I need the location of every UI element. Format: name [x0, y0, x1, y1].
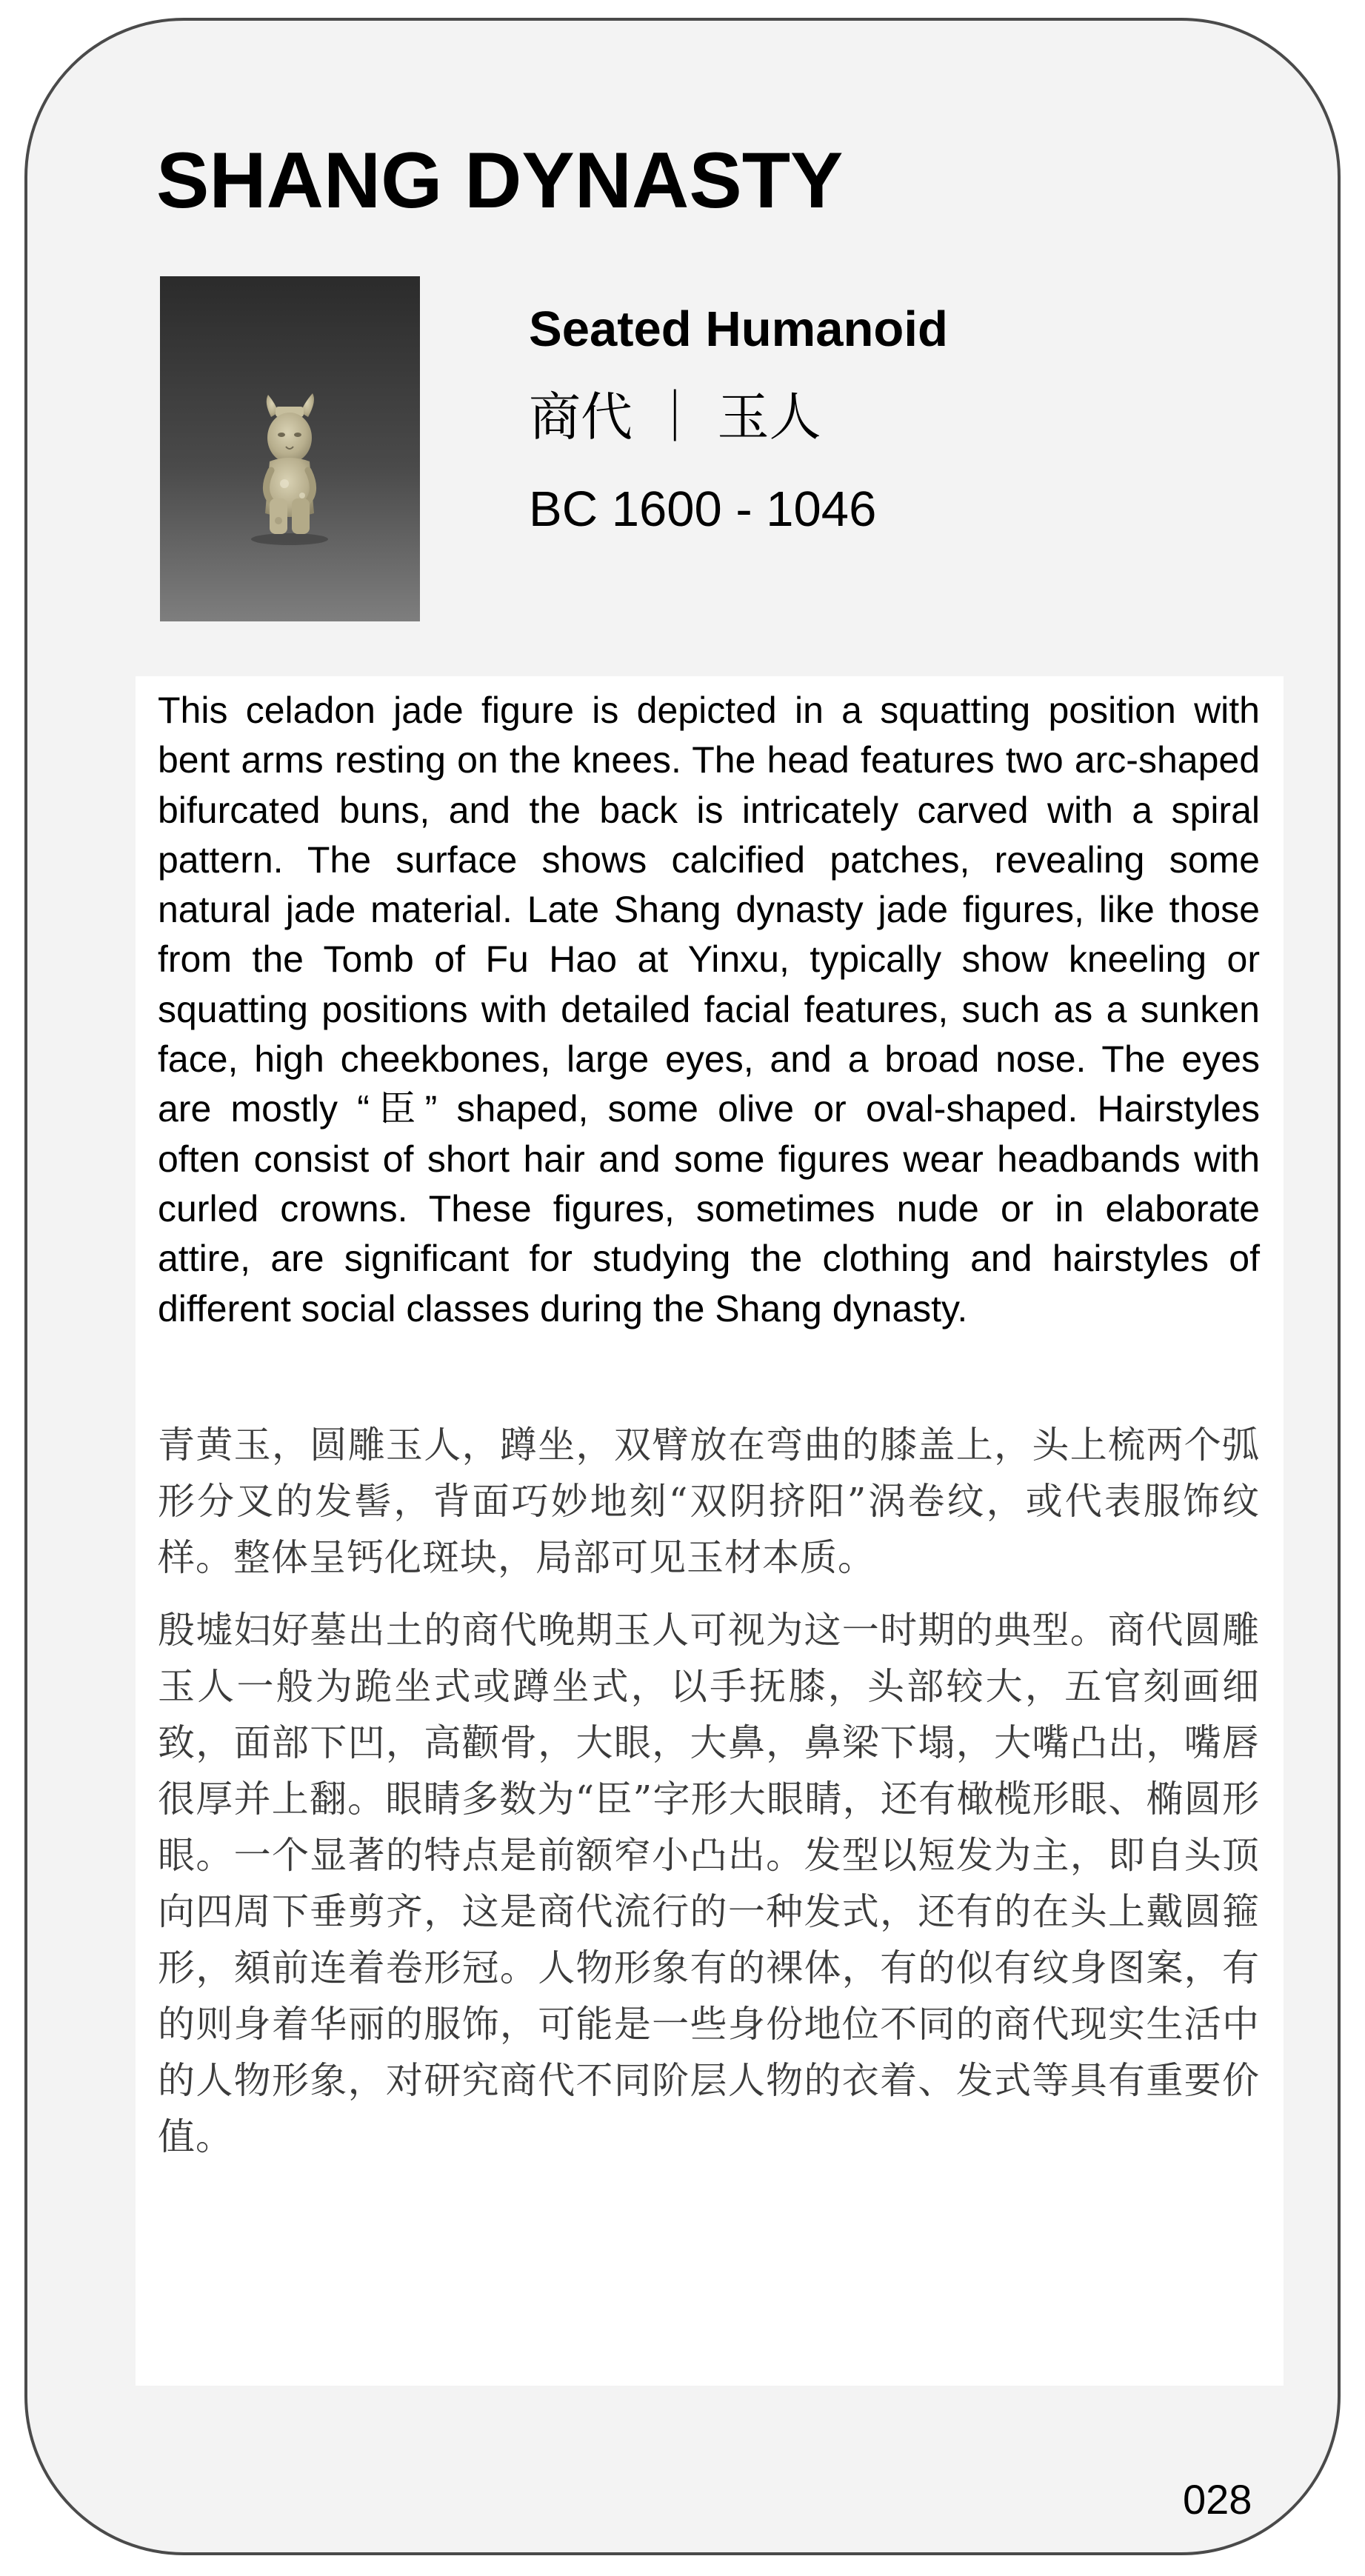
description-panel [136, 676, 1284, 2386]
artifact-chinese-label: 商代 ｜ 玉人 [529, 387, 821, 447]
artifact-name: Seated Humanoid [529, 301, 948, 357]
chinese-description-paragraph: 殷墟妇好墓出土的商代晚期玉人可视为这一时期的典型。商代圆雕玉人一般为跪坐式或蹲坐式，以手抚膝，头部较大，五官刻画细致，面部下凹，高颧骨，大眼，大鼻，鼻梁下塌，大嘴凸出，嘴唇很厚并上翻。眼睛多数为“臣”字形大眼睛，还有橄榄形眼、椭圆形眼。一个显著的特点是前额窄小凸出。发型以短发为主，即自头顶向四周下垂剪齐，这是商代流行的一种发式，还有的在头上戴圆箍形，頦前连着卷形冠。人物形象有的裸体，有的似有纹身图案，有的则身着华丽的服饰，可能是一些身份地位不同的商代现实生活中的人物形象，对研究商代不同阶层人物的衣着、发式等具有重要价值。 [158, 1609, 1260, 2158]
english-description: This celadon jade figure is depicted in a squatting position with bent arms resting on the knees. The head features two arc-shaped bifurcated buns, and the back is intricately carved with a spiral pattern. The surface shows calcified patches, revealing some natural jade material. Late Shang dynasty jade figures, like those from the Tomb of Fu Hao at Yinxu, typically show kneeling or squatting positions with detailed facial features, such as a sunken face, high cheekbones, large eyes, and a broad nose. The eyes are mostly “臣” shaped, some olive or oval-shaped. Hairstyles often consist of short hair and some figures wear headbands with curled crowns. These figures, sometimes nude or in elaborate attire, are significant for studying the clothing and hairstyles of different social classes during the Shang dynasty. [158, 690, 1260, 1329]
chinese-description-paragraph: 青黄玉，圆雕玉人，蹲坐，双臂放在弯曲的膝盖上，头上梳两个弧形分叉的发髻，背面巧妙地刻“双阴挤阳”涡卷纹，或代表服饰纹样。整体呈钙化斑块，局部可见玉材本质。 [158, 1424, 1260, 1579]
artifact-photo [160, 276, 420, 621]
page-title: SHANG DYNASTY [156, 136, 844, 224]
jade-figurine-photo-icon [160, 276, 420, 621]
exhibit-card [24, 18, 1341, 2555]
artifact-date: BC 1600 - 1046 [529, 481, 877, 537]
page-number: 028 [1183, 2476, 1252, 2523]
